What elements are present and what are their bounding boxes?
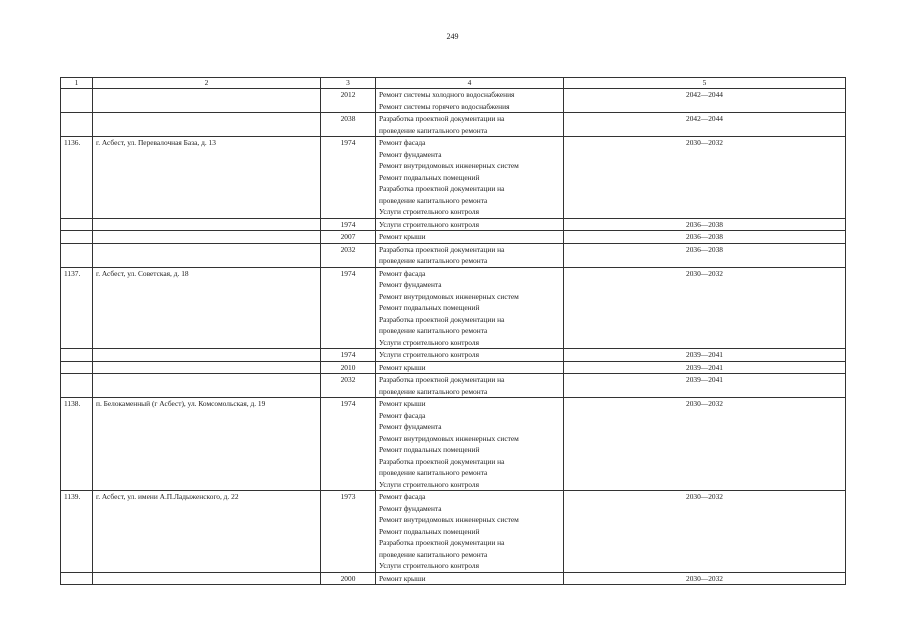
year-cell: 1973	[321, 491, 376, 573]
works-cell	[376, 349, 564, 362]
work-item: Услуги строительного контроля	[379, 561, 479, 570]
work-item: Ремонт фасада	[379, 268, 426, 278]
works-cell	[376, 113, 564, 137]
year-cell: 1974	[321, 398, 376, 491]
work-item: Ремонт подвальных помещений	[379, 526, 480, 536]
works-cell	[376, 374, 564, 398]
work-item: Ремонт фасада	[379, 138, 426, 147]
period-cell: 2039—2041	[564, 374, 846, 398]
work-item: Разработка проектной документации на	[379, 375, 505, 384]
work-item: Разработка проектной документации на	[379, 538, 505, 547]
work-item: Ремонт подвальных помещений	[379, 445, 480, 454]
work-item: Разработка проектной документации на	[379, 244, 505, 254]
table-body	[61, 89, 846, 585]
address-cell	[93, 572, 321, 585]
table-row	[61, 361, 846, 374]
row-number-cell	[61, 349, 93, 362]
address-cell	[93, 89, 321, 113]
works-cell	[376, 398, 564, 491]
works-cell	[376, 137, 564, 219]
table-row	[61, 89, 846, 113]
address-cell	[93, 349, 321, 362]
column-header-2: 2	[93, 78, 321, 89]
header-row	[61, 78, 846, 89]
work-item: проведение капитального ремонта	[379, 256, 488, 265]
work-item: проведение капитального ремонта	[379, 549, 488, 559]
works-cell	[376, 231, 564, 244]
column-header-3: 3	[321, 78, 376, 89]
work-item: Ремонт крыши	[379, 232, 426, 241]
table-row	[61, 218, 846, 231]
year-cell: 1974	[321, 137, 376, 219]
work-item: Ремонт подвальных помещений	[379, 303, 480, 312]
period-cell: 2042—2044	[564, 113, 846, 137]
row-number-cell: 1136.	[61, 137, 93, 219]
address-cell: п. Белокаменный (г Асбест), ул. Комсомольская, д. 19	[93, 398, 321, 491]
row-number-cell	[61, 361, 93, 374]
row-number-cell	[61, 374, 93, 398]
row-number-cell	[61, 243, 93, 267]
works-cell	[376, 89, 564, 113]
row-number-cell: 1137.	[61, 267, 93, 349]
address-cell: г. Асбест, ул. имени А.П.Ладыженского, д. 22	[93, 491, 321, 573]
row-number-cell	[61, 231, 93, 244]
table-row	[61, 231, 846, 244]
year-cell: 1974	[321, 218, 376, 231]
period-cell: 2042—2044	[564, 89, 846, 113]
works-cell	[376, 572, 564, 585]
table-row	[61, 374, 846, 398]
period-cell: 2030—2032	[564, 137, 846, 219]
row-number-cell	[61, 572, 93, 585]
work-item: Ремонт внутридомовых инженерных систем	[379, 515, 519, 524]
table-row	[61, 349, 846, 362]
year-cell: 1974	[321, 349, 376, 362]
period-cell: 2030—2032	[564, 267, 846, 349]
work-item: Услуги строительного контроля	[379, 479, 479, 489]
table-row	[61, 243, 846, 267]
work-item: Ремонт фундамента	[379, 503, 442, 513]
table-row	[61, 572, 846, 585]
works-cell	[376, 361, 564, 374]
work-item: Ремонт фундамента	[379, 280, 442, 289]
period-cell: 2030—2032	[564, 491, 846, 573]
period-cell: 2039—2041	[564, 361, 846, 374]
column-header-4: 4	[376, 78, 564, 89]
table-row	[61, 398, 846, 491]
work-item: Разработка проектной документации на	[379, 314, 505, 324]
row-number-cell: 1138.	[61, 398, 93, 491]
work-item: Ремонт фасада	[379, 410, 426, 420]
address-cell	[93, 361, 321, 374]
work-item: Ремонт внутридомовых инженерных систем	[379, 433, 519, 443]
period-cell: 2036—2038	[564, 218, 846, 231]
period-cell: 2039—2041	[564, 349, 846, 362]
address-cell	[93, 113, 321, 137]
work-item: проведение капитального ремонта	[379, 195, 488, 205]
work-item: Услуги строительного контроля	[379, 219, 479, 229]
page-number: 249	[446, 32, 459, 41]
address-cell: г. Асбест, ул. Советская, д. 18	[93, 267, 321, 349]
table-row	[61, 137, 846, 219]
work-item: Ремонт крыши	[379, 362, 426, 372]
address-cell	[93, 243, 321, 267]
work-item: Ремонт системы холодного водоснабжения	[379, 90, 515, 99]
period-cell: 2036—2038	[564, 243, 846, 267]
period-cell: 2030—2032	[564, 398, 846, 491]
work-item: Ремонт подвальных помещений	[379, 172, 480, 182]
row-number-cell	[61, 89, 93, 113]
year-cell: 1974	[321, 267, 376, 349]
column-header-1: 1	[61, 78, 93, 89]
work-item: Услуги строительного контроля	[379, 207, 479, 216]
year-cell: 2032	[321, 243, 376, 267]
work-item: Разработка проектной документации на	[379, 184, 505, 193]
work-item: проведение капитального ремонта	[379, 468, 488, 477]
works-cell	[376, 491, 564, 573]
table-row	[61, 267, 846, 349]
address-cell	[93, 218, 321, 231]
work-item: Ремонт крыши	[379, 573, 426, 583]
year-cell: 2010	[321, 361, 376, 374]
work-item: Ремонт фундамента	[379, 422, 442, 431]
year-cell: 2007	[321, 231, 376, 244]
work-item: проведение капитального ремонта	[379, 125, 488, 135]
year-cell: 2000	[321, 572, 376, 585]
work-item: Услуги строительного контроля	[379, 350, 479, 359]
work-item: Ремонт фундамента	[379, 149, 442, 159]
table-row	[61, 113, 846, 137]
column-header-5: 5	[564, 78, 846, 89]
work-item: Разработка проектной документации на	[379, 456, 505, 466]
table-row	[61, 491, 846, 573]
address-cell	[93, 231, 321, 244]
row-number-cell: 1139.	[61, 491, 93, 573]
works-cell	[376, 267, 564, 349]
year-cell: 2038	[321, 113, 376, 137]
row-number-cell	[61, 218, 93, 231]
works-cell	[376, 218, 564, 231]
work-item: Ремонт фасада	[379, 492, 426, 501]
work-item: Услуги строительного контроля	[379, 337, 479, 347]
address-cell	[93, 374, 321, 398]
capital-repair-table	[60, 77, 846, 585]
period-cell: 2036—2038	[564, 231, 846, 244]
year-cell: 2032	[321, 374, 376, 398]
period-cell: 2030—2032	[564, 572, 846, 585]
table-header	[61, 78, 846, 89]
row-number-cell	[61, 113, 93, 137]
work-item: Ремонт крыши	[379, 399, 426, 408]
works-cell	[376, 243, 564, 267]
address-cell: г. Асбест, ул. Перевалочная База, д. 13	[93, 137, 321, 219]
work-item: Разработка проектной документации на	[379, 114, 505, 123]
work-item: проведение капитального ремонта	[379, 326, 488, 335]
work-item: Ремонт внутридомовых инженерных систем	[379, 291, 519, 301]
work-item: Ремонт внутридомовых инженерных систем	[379, 161, 519, 170]
year-cell: 2012	[321, 89, 376, 113]
work-item: проведение капитального ремонта	[379, 386, 488, 396]
work-item: Ремонт системы горячего водоснабжения	[379, 101, 510, 111]
